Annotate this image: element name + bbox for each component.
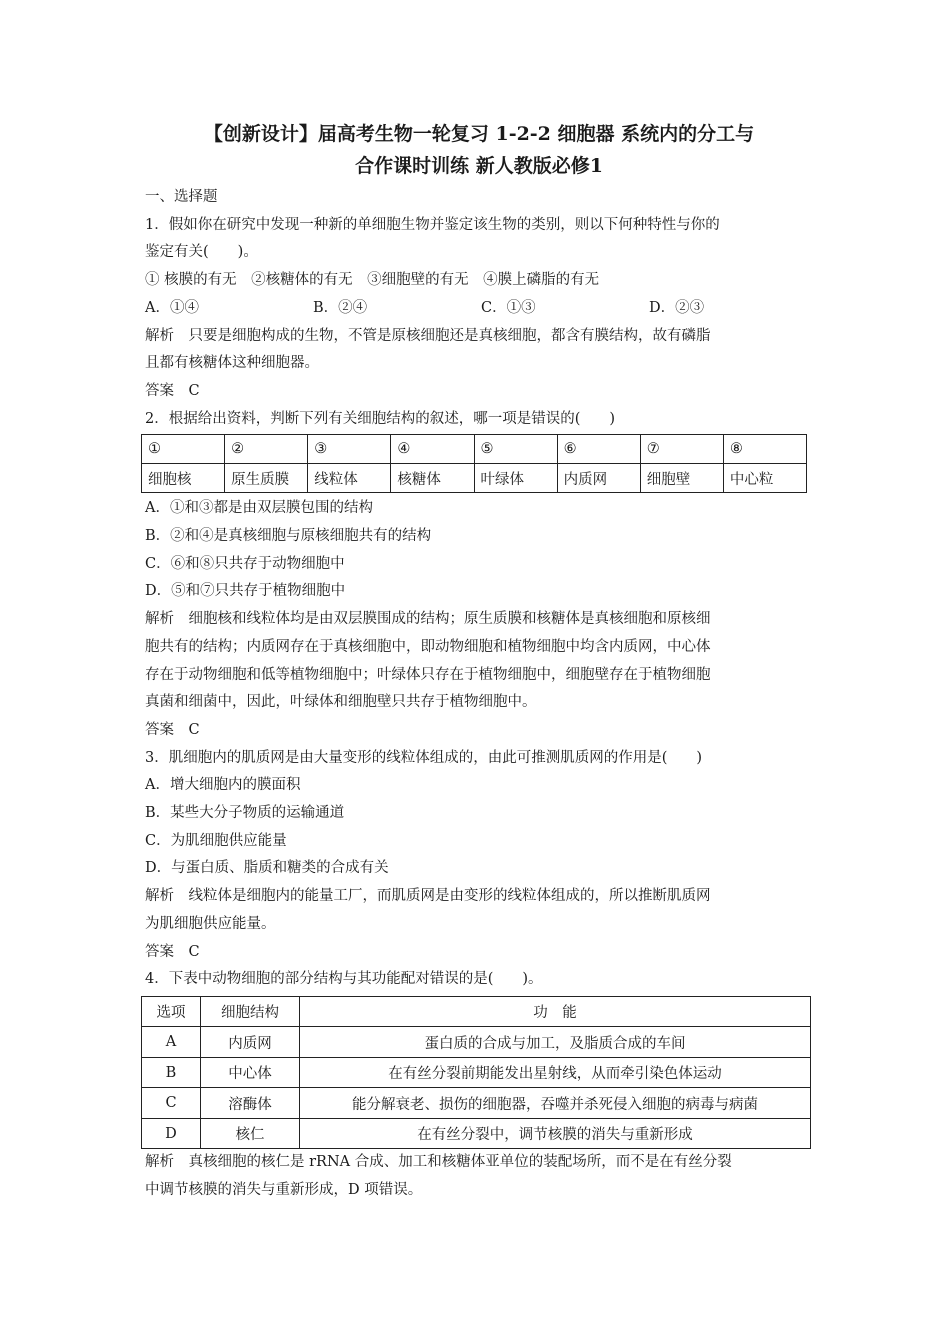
table-cell: ⑤ <box>474 435 557 464</box>
q2-option-b: B．②和④是真核细胞与原核细胞共有的结构 <box>145 528 432 545</box>
table-cell: 细胞壁 <box>640 464 723 493</box>
q1-stem-line-1: 1．假如你在研究中发现一种新的单细胞生物并鉴定该生物的类别，则以下何种特性与你的 <box>145 216 720 233</box>
q4-function-table <box>141 996 811 1150</box>
q1-option-d: D．②③ <box>649 299 705 316</box>
document-page <box>145 118 815 1205</box>
table-header: 细胞结构 <box>201 996 300 1027</box>
table-cell: 能分解衰老、损伤的细胞器，吞噬并杀死侵入细胞的病毒与病菌 <box>300 1088 811 1119</box>
table-cell: ⑧ <box>723 435 806 464</box>
q1-items: ① 核膜的有无 ②核糖体的有无 ③细胞壁的有无 ④膜上磷脂的有无 <box>145 272 600 289</box>
table-cell: 核糖体 <box>391 464 474 493</box>
q2-analysis-line-1: 解析 细胞核和线粒体均是由双层膜围成的结构；原生质膜和核糖体是真核细胞和原核细 <box>145 611 711 628</box>
table-row <box>142 1088 811 1119</box>
q2-analysis-line-2: 胞共有的结构；内质网存在于真核细胞中，即动物细胞和植物细胞中均含内质网，中心体 <box>145 638 711 655</box>
q1-answer: 答案 C <box>145 382 200 399</box>
q3-stem: 3．肌细胞内的肌质网是由大量变形的线粒体组成的，由此可推测肌质网的作用是( ) <box>145 749 703 766</box>
table-cell: 在有丝分裂中，调节核膜的消失与重新形成 <box>300 1118 811 1149</box>
table-row <box>142 435 807 464</box>
table-cell: ⑦ <box>640 435 723 464</box>
q1-options <box>145 295 815 323</box>
table-row <box>142 1027 811 1058</box>
table-row <box>142 464 807 493</box>
q2-option-a: A．①和③都是由双层膜包围的结构 <box>145 500 373 517</box>
table-cell: 中心体 <box>201 1057 300 1088</box>
table-cell: 内质网 <box>201 1027 300 1058</box>
table-cell: 原生质膜 <box>225 464 308 493</box>
document-title <box>139 118 819 182</box>
table-row <box>142 1118 811 1149</box>
q1-stem-line-2: 鉴定有关( )。 <box>145 244 258 261</box>
title-line-1: 【创新设计】届高考生物一轮复习 1-2-2 细胞器 系统内的分工与 <box>203 123 755 145</box>
table-row <box>142 1057 811 1088</box>
q4-analysis-line-1: 解析 真核细胞的核仁是 rRNA 合成、加工和核糖体亚单位的装配场所，而不是在有丝分裂 <box>145 1154 732 1171</box>
table-cell: 叶绿体 <box>474 464 557 493</box>
q2-structure-table <box>141 434 807 493</box>
q3-option-b: B．某些大分子物质的运输通道 <box>145 805 345 822</box>
section-heading: 一、选择题 <box>145 189 218 205</box>
q4-analysis-line-2: 中调节核膜的消失与重新形成，D 项错误。 <box>145 1182 423 1199</box>
table-cell: 蛋白质的合成与加工，及脂质合成的车间 <box>300 1027 811 1058</box>
q2-analysis-line-3: 存在于动物细胞和低等植物细胞中；叶绿体只存在于植物细胞中，细胞壁存在于植物细胞 <box>145 666 711 683</box>
title-line-2: 合作课时训练 新人教版必修1 <box>355 155 603 177</box>
q3-option-c: C．为肌细胞供应能量 <box>145 832 287 849</box>
table-header: 功 能 <box>300 996 811 1027</box>
q1-option-b: B．②④ <box>313 299 368 316</box>
q3-option-a: A．增大细胞内的膜面积 <box>145 777 301 794</box>
q4-stem: 4．下表中动物细胞的部分结构与其功能配对错误的是( )。 <box>145 971 543 988</box>
table-cell: A <box>142 1027 201 1058</box>
q2-option-d: D．⑤和⑦只共存于植物细胞中 <box>145 583 346 600</box>
table-header: 选项 <box>142 996 201 1027</box>
table-cell: 细胞核 <box>142 464 225 493</box>
q2-answer: 答案 C <box>145 721 200 738</box>
table-cell: 溶酶体 <box>201 1088 300 1119</box>
q3-answer: 答案 C <box>145 943 200 960</box>
q3-analysis-line-1: 解析 线粒体是细胞内的能量工厂，而肌质网是由变形的线粒体组成的，所以推断肌质网 <box>145 888 711 905</box>
q3-option-d: D．与蛋白质、脂质和糖类的合成有关 <box>145 860 389 877</box>
table-cell: 中心粒 <box>723 464 806 493</box>
table-cell: ④ <box>391 435 474 464</box>
table-cell: ① <box>142 435 225 464</box>
table-header-row <box>142 996 811 1027</box>
table-cell: D <box>142 1118 201 1149</box>
q1-analysis-line-2: 且都有核糖体这种细胞器。 <box>145 355 319 372</box>
table-cell: 线粒体 <box>308 464 391 493</box>
table-cell: 内质网 <box>557 464 640 493</box>
q1-option-c: C．①③ <box>481 299 536 316</box>
table-cell: 核仁 <box>201 1118 300 1149</box>
table-cell: B <box>142 1057 201 1088</box>
q3-analysis-line-2: 为肌细胞供应能量。 <box>145 915 276 932</box>
q1-analysis-line-1: 解析 只要是细胞构成的生物，不管是原核细胞还是真核细胞，都含有膜结构，故有磷脂 <box>145 327 711 344</box>
table-cell: 在有丝分裂前期能发出星射线，从而牵引染色体运动 <box>300 1057 811 1088</box>
table-cell: ③ <box>308 435 391 464</box>
q2-option-c: C．⑥和⑧只共存于动物细胞中 <box>145 555 345 572</box>
q1-option-a: A．①④ <box>145 299 199 316</box>
table-cell: ② <box>225 435 308 464</box>
table-cell: C <box>142 1088 201 1119</box>
q2-analysis-line-4: 真菌和细菌中，因此，叶绿体和细胞壁只共存于植物细胞中。 <box>145 694 537 711</box>
q2-stem: 2．根据给出资料，判断下列有关细胞结构的叙述，哪一项是错误的( ) <box>145 410 616 427</box>
table-cell: ⑥ <box>557 435 640 464</box>
